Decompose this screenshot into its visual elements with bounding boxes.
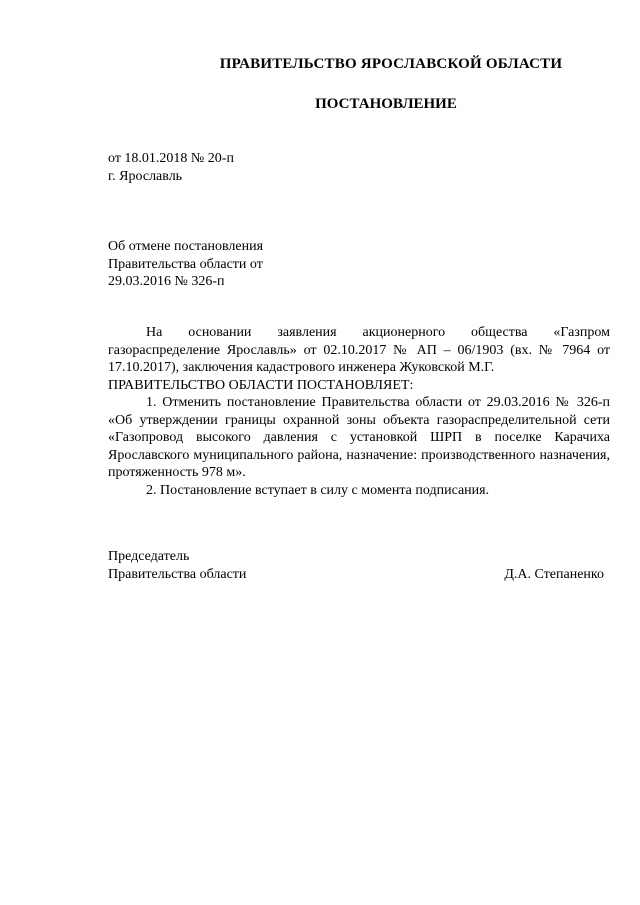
government-title: ПРАВИТЕЛЬСТВО ЯРОСЛАВСКОЙ ОБЛАСТИ (219, 56, 563, 72)
preamble-paragraph: На основании заявления акционерного общества «Газпром газораспределение Ярославль» от 02.10.2017 № АП – 06/1903 (вх. № 7964 от 17.10.2017), заключения кадастрового инженера Жуковской М.Г. (108, 325, 610, 375)
subject-line-1: Об отмене постановления (108, 239, 264, 254)
subject-line-3: 29.03.2016 № 326-п (108, 274, 225, 289)
item-1-paragraph: 1. Отменить постановление Правительства области от 29.03.2016 № 326-п «Об утверждении границы охранной зоны объекта газораспределительной сети «Газопровод высокого давления с установкой ШРП в поселке Карачиха Ярославского муниципального района, назначение: производственного назначения, протяженность 978 м». (108, 395, 610, 480)
city: г. Ярославль (108, 168, 183, 184)
document-type-title: ПОСТАНОВЛЕНИЕ (315, 96, 457, 112)
subject-line-2: Правительства области от (108, 256, 263, 272)
signatory-title-line-2: Правительства области (108, 566, 247, 582)
item-2-paragraph: 2. Постановление вступает в силу с момента подписания. (146, 482, 490, 498)
decree-line: ПРАВИТЕЛЬСТВО ОБЛАСТИ ПОСТАНОВЛЯЕТ: (108, 377, 414, 393)
signature-block (108, 548, 604, 583)
date-number: от 18.01.2018 № 20-п (108, 151, 234, 166)
signatory-title-line-1: Председатель (108, 549, 190, 564)
document-body (108, 324, 610, 499)
document-meta (108, 150, 408, 185)
signatory-name: Д.А. Степаненко (504, 566, 604, 582)
document-subject (108, 238, 368, 291)
